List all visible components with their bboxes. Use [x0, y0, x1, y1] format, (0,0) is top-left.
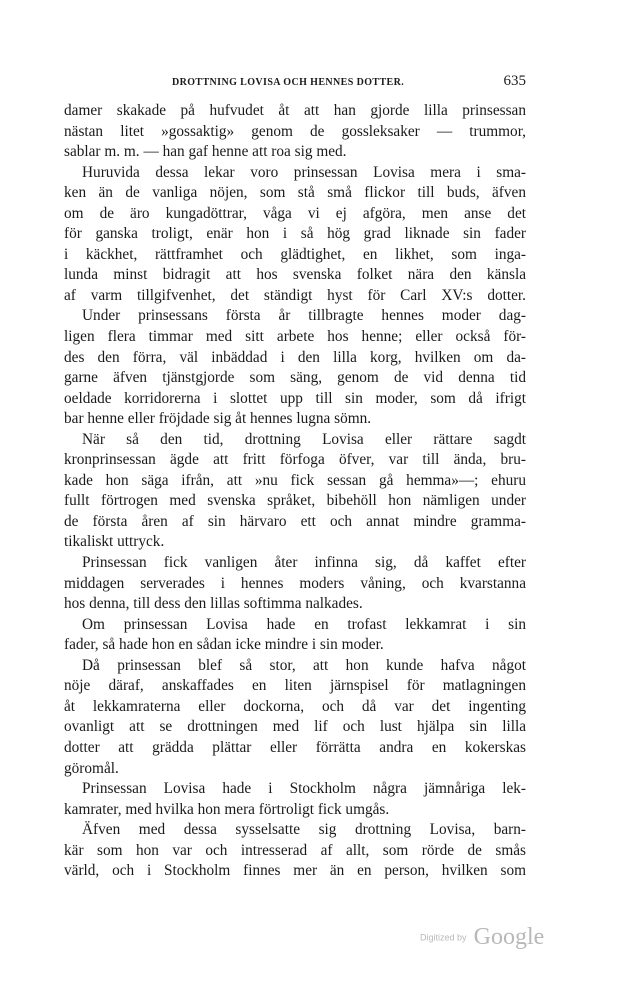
paragraph-9	[64, 820, 526, 882]
text-line: middagen serverades i hennes moders våning, och kvarstanna	[64, 574, 526, 592]
text-line: fullt förtrogen med svenska språket, bibehöll hon nämligen under	[64, 492, 526, 510]
text-line: åt lekkamraterna eller dockorna, och då var det ingenting	[64, 697, 526, 715]
paragraph-7	[64, 656, 526, 779]
text-line: om de äro kungadöttrar, våga vi ej afgöra, men anse det	[64, 204, 526, 222]
text-line: Prinsessan fick vanligen åter infinna sig, då kaffet efter	[82, 554, 526, 572]
paragraph-5	[64, 553, 526, 615]
text-line: ovanligt att se drottningen med lif och lust hjälpa sin lilla	[64, 718, 526, 736]
text-line: ken än de vanliga nöjen, som stå små flickor till buds, äfven	[64, 184, 526, 202]
body-text	[64, 101, 526, 882]
text-line: tikaliskt uttryck.	[64, 533, 165, 551]
text-line: kamrater, med hvilka hon mera förtroligt fick umgås.	[64, 800, 390, 818]
paragraph-2	[64, 163, 526, 307]
text-line: fader, så hade hon en sådan icke mindre i sin moder.	[64, 636, 384, 654]
paragraph-3	[64, 306, 526, 429]
text-line: af varm tillgifvenhet, det ständigt hyst för Carl XV:s dotter.	[64, 286, 526, 304]
text-line: värld, och i Stockholm finnes mer än en person, hvilken som	[64, 862, 526, 880]
text-line: När så den tid, drottning Lovisa eller rättare sagdt	[82, 430, 526, 448]
text-line: de första åren af sin härvaro ett och annat mindre gramma-	[64, 512, 526, 530]
text-line: i käckhet, rättframhet och glädtighet, en likhet, som inga-	[64, 245, 526, 263]
text-line: kär som hon var och intresserad af allt, som rörde de smås	[64, 841, 526, 859]
text-line: kade hon säga ifrån, att »nu fick sessan gå hemma»—; ehuru	[64, 471, 526, 489]
text-line: lunda minst bidragit att hos svenska folket nära den känsla	[64, 266, 526, 284]
text-line: damer skakade på hufvudet åt att han gjorde lilla prinsessan	[64, 102, 526, 119]
text-line: nöje däraf, anskaffades en liten järnspisel för matlagningen	[64, 677, 526, 695]
paragraph-1	[64, 101, 526, 163]
text-line: för ganska troligt, enär hon i så hög grad liknade sin fader	[64, 225, 526, 243]
paragraph-4	[64, 430, 526, 553]
text-line: kronprinsessan ägde att fritt förfoga öfver, var till ända, bru-	[64, 451, 526, 469]
running-title: DROTTNING LOVISA OCH HENNES DOTTER.	[172, 77, 405, 88]
text-line: oeldade korridorerna i slottet upp till sin moder, som då ifrigt	[64, 389, 526, 407]
google-logo: Google	[473, 924, 545, 950]
paragraph-8	[64, 779, 526, 820]
text-line: Under prinsessans första år tillbragte hennes moder dag-	[82, 307, 526, 325]
text-line: des den förra, väl inbäddad i den lilla korg, hvilken om da-	[64, 348, 526, 366]
paragraph-6	[64, 615, 526, 656]
text-line: bar henne eller fröjdade sig åt hennes lugna sömn.	[64, 410, 372, 428]
text-line: hos denna, till dess den lillas softimma nalkades.	[64, 595, 363, 613]
page-header	[64, 73, 526, 93]
text-line: Äfven med dessa sysselsatte sig drottning Lovisa, barn-	[82, 821, 526, 839]
text-line: göromål.	[64, 759, 119, 777]
page-number: 635	[503, 73, 526, 89]
text-line: Om prinsessan Lovisa hade en trofast lekkamrat i sin	[82, 615, 526, 633]
text-line: Huruvida dessa lekar voro prinsessan Lovisa mera i sma-	[82, 163, 526, 181]
text-line: sablar m. m. — han gaf henne att roa sig med.	[64, 143, 347, 161]
text-line: dotter att grädda plättar eller förrätta andra en kokerskas	[64, 738, 526, 756]
digitized-watermark	[420, 924, 544, 954]
text-line: Prinsessan Lovisa hade i Stockholm några jämnåriga lek-	[82, 780, 526, 798]
watermark-prefix: Digitized by	[420, 932, 467, 943]
text-line: Då prinsessan blef så stor, att hon kunde hafva något	[82, 656, 526, 674]
text-line: nästan litet »gossaktig» genom de gossleksaker — trummor,	[64, 122, 526, 140]
text-line: garne äfven tjänstgjorde som säng, genom de vid denna tid	[64, 369, 526, 387]
text-line: ligen flera timmar med sitt arbete hos henne; eller också för-	[64, 328, 526, 346]
